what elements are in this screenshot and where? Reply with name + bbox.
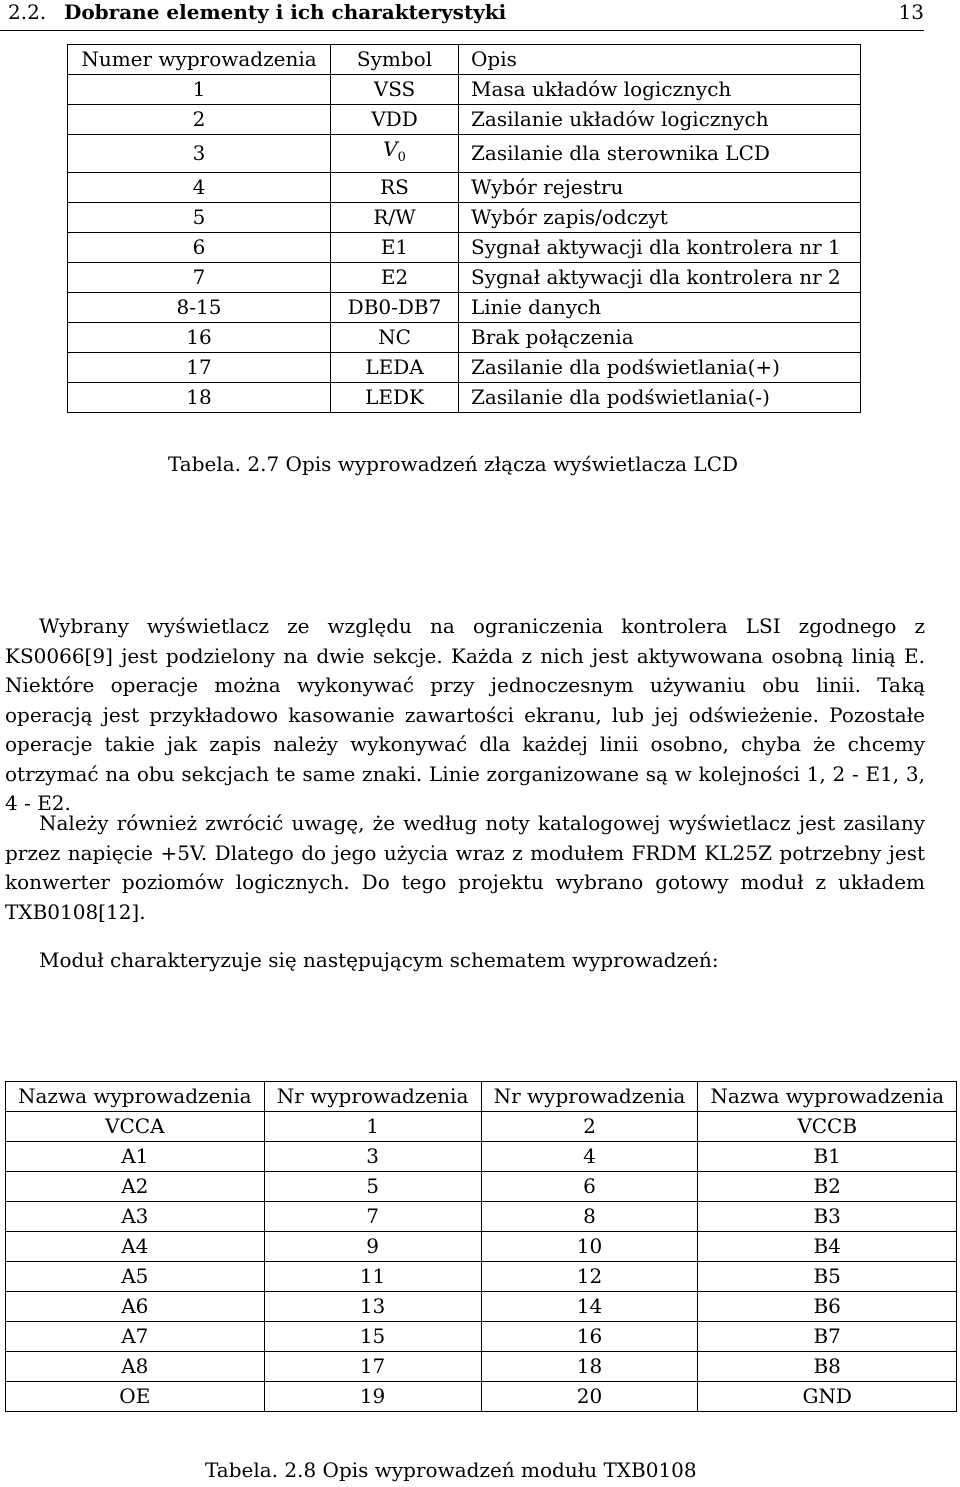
table-row — [6, 1352, 957, 1382]
table-row — [6, 1232, 957, 1262]
table-row — [68, 75, 861, 105]
table-row — [6, 1202, 957, 1232]
table-cell: 5 — [68, 203, 331, 233]
section-title: Dobrane elementy i ich charakterystyki — [64, 0, 507, 24]
table-cell: 15 — [264, 1322, 481, 1352]
table-caption-lcd: Tabela. 2.7 Opis wyprowadzeń złącza wyświetlacza LCD — [168, 452, 739, 476]
table-cell: 6 — [68, 233, 331, 263]
table-cell: 4 — [481, 1142, 698, 1172]
table-cell: 9 — [264, 1232, 481, 1262]
table-cell: B4 — [698, 1232, 957, 1262]
table-cell: NC — [331, 323, 459, 353]
table-cell: B5 — [698, 1262, 957, 1292]
table-cell: 11 — [264, 1262, 481, 1292]
table-cell: A3 — [6, 1202, 265, 1232]
table-row — [6, 1382, 957, 1412]
table-cell: 19 — [264, 1382, 481, 1412]
table-cell: R/W — [331, 203, 459, 233]
table-cell: Zasilanie dla podświetlania(-) — [459, 383, 861, 413]
header-cell: Nr wyprowadzenia — [481, 1082, 698, 1112]
txb0108-pin-table — [5, 1081, 957, 1412]
table-cell: 7 — [68, 263, 331, 293]
table-row — [68, 135, 861, 173]
table-cell: Zasilanie dla podświetlania(+) — [459, 353, 861, 383]
table-cell: B7 — [698, 1322, 957, 1352]
table-cell: 20 — [481, 1382, 698, 1412]
table-cell: 1 — [68, 75, 331, 105]
table-cell: 6 — [481, 1172, 698, 1202]
lcd-pin-table — [67, 44, 861, 413]
table-cell: 18 — [481, 1352, 698, 1382]
table-row — [68, 323, 861, 353]
table-cell: B8 — [698, 1352, 957, 1382]
table-cell: B3 — [698, 1202, 957, 1232]
table-row — [68, 263, 861, 293]
table-header-row — [6, 1082, 957, 1112]
header-cell: Nazwa wyprowadzenia — [6, 1082, 265, 1112]
table-cell: A2 — [6, 1172, 265, 1202]
table-cell: B6 — [698, 1292, 957, 1322]
table-row — [6, 1142, 957, 1172]
table-cell: 8-15 — [68, 293, 331, 323]
table-cell: 14 — [481, 1292, 698, 1322]
table-row — [68, 293, 861, 323]
table-cell: OE — [6, 1382, 265, 1412]
table-cell: 17 — [264, 1352, 481, 1382]
symbol-v-subscript: 0 — [397, 150, 406, 165]
table-row — [68, 233, 861, 263]
table-cell: B2 — [698, 1172, 957, 1202]
table-cell: 12 — [481, 1262, 698, 1292]
table-header-row — [68, 45, 861, 75]
table-cell: Sygnał aktywacji dla kontrolera nr 2 — [459, 263, 861, 293]
table-cell: DB0-DB7 — [331, 293, 459, 323]
table-cell: VSS — [331, 75, 459, 105]
header-cell: Symbol — [331, 45, 459, 75]
table-row — [6, 1292, 957, 1322]
table-row — [6, 1172, 957, 1202]
table-cell: A6 — [6, 1292, 265, 1322]
table-row — [68, 105, 861, 135]
table-cell: Wybór zapis/odczyt — [459, 203, 861, 233]
table-cell: E2 — [331, 263, 459, 293]
table-cell: Brak połączenia — [459, 323, 861, 353]
table-cell: 18 — [68, 383, 331, 413]
table-cell: RS — [331, 173, 459, 203]
page-number: 13 — [898, 0, 924, 24]
symbol-v: V — [383, 137, 398, 161]
table-cell: 17 — [68, 353, 331, 383]
table-caption-txb0108: Tabela. 2.8 Opis wyprowadzeń modułu TXB0108 — [205, 1458, 697, 1482]
table-row — [68, 353, 861, 383]
table-row — [68, 383, 861, 413]
table-row — [68, 173, 861, 203]
table-cell: LEDK — [331, 383, 459, 413]
table-cell: A8 — [6, 1352, 265, 1382]
table-cell — [331, 135, 459, 173]
paragraph-power-supply: Należy również zwrócić uwagę, że według noty katalogowej wyświetlacz jest zasilany przez napięcie +5V. Dlatego do jego użycia wraz z modułem FRDM KL25Z potrzebny jest konwerter poziomów logicznych. Do tego projektu wybrano gotowy moduł z układem TXB0108[12]. — [5, 811, 925, 924]
table-cell: Linie danych — [459, 293, 861, 323]
table-cell: LEDA — [331, 353, 459, 383]
table-cell: 7 — [264, 1202, 481, 1232]
table-cell: GND — [698, 1382, 957, 1412]
table-cell: Wybór rejestru — [459, 173, 861, 203]
table-cell: 4 — [68, 173, 331, 203]
table-cell: 3 — [68, 135, 331, 173]
table-cell: 16 — [481, 1322, 698, 1352]
table-cell: VDD — [331, 105, 459, 135]
table-cell: 8 — [481, 1202, 698, 1232]
section-number: 2.2. — [8, 0, 47, 24]
table-cell: VCCB — [698, 1112, 957, 1142]
table-cell: A4 — [6, 1232, 265, 1262]
table-cell: Zasilanie układów logicznych — [459, 105, 861, 135]
table-cell: 2 — [481, 1112, 698, 1142]
header-cell: Nr wyprowadzenia — [264, 1082, 481, 1112]
table-cell: 5 — [264, 1172, 481, 1202]
table-cell: Zasilanie dla sterownika LCD — [459, 135, 861, 173]
paragraph-lcd-sections: Wybrany wyświetlacz ze względu na ograniczenia kontrolera LSI zgodnego z KS0066[9] jest podzielony na dwie sekcje. Każda z nich jest aktywowana osobną linią E. Niektóre operacje można wykonywać przy jednoczesnym używaniu obu linii. Taką operacją jest przykładowo kasowanie zawartości ekranu, lub jej odświeżenie. Pozostałe operacje takie jak zapis należy wykonywać dla każdej linii osobno, chyba że chcemy otrzymać na obu sekcjach te same znaki. Linie zorganizowane są w kolejności 1, 2 - E1, 3, 4 - E2. — [5, 614, 925, 815]
table-cell: 13 — [264, 1292, 481, 1322]
table-cell: B1 — [698, 1142, 957, 1172]
table-cell: Masa układów logicznych — [459, 75, 861, 105]
header-cell: Opis — [459, 45, 861, 75]
header-cell: Nazwa wyprowadzenia — [698, 1082, 957, 1112]
table-cell: 1 — [264, 1112, 481, 1142]
table-cell: 2 — [68, 105, 331, 135]
table-cell: VCCA — [6, 1112, 265, 1142]
table-row — [68, 203, 861, 233]
header-rule — [0, 30, 924, 31]
table-cell: A5 — [6, 1262, 265, 1292]
paragraph-module-intro: Moduł charakteryzuje się następującym schematem wyprowadzeń: — [39, 948, 719, 972]
table-cell: E1 — [331, 233, 459, 263]
table-cell: Sygnał aktywacji dla kontrolera nr 1 — [459, 233, 861, 263]
table-row — [6, 1112, 957, 1142]
table-cell: A7 — [6, 1322, 265, 1352]
header-cell: Numer wyprowadzenia — [68, 45, 331, 75]
table-cell: 3 — [264, 1142, 481, 1172]
page-header — [0, 0, 960, 28]
table-cell: 16 — [68, 323, 331, 353]
table-cell: A1 — [6, 1142, 265, 1172]
table-row — [6, 1262, 957, 1292]
table-row — [6, 1322, 957, 1352]
table-cell: 10 — [481, 1232, 698, 1262]
